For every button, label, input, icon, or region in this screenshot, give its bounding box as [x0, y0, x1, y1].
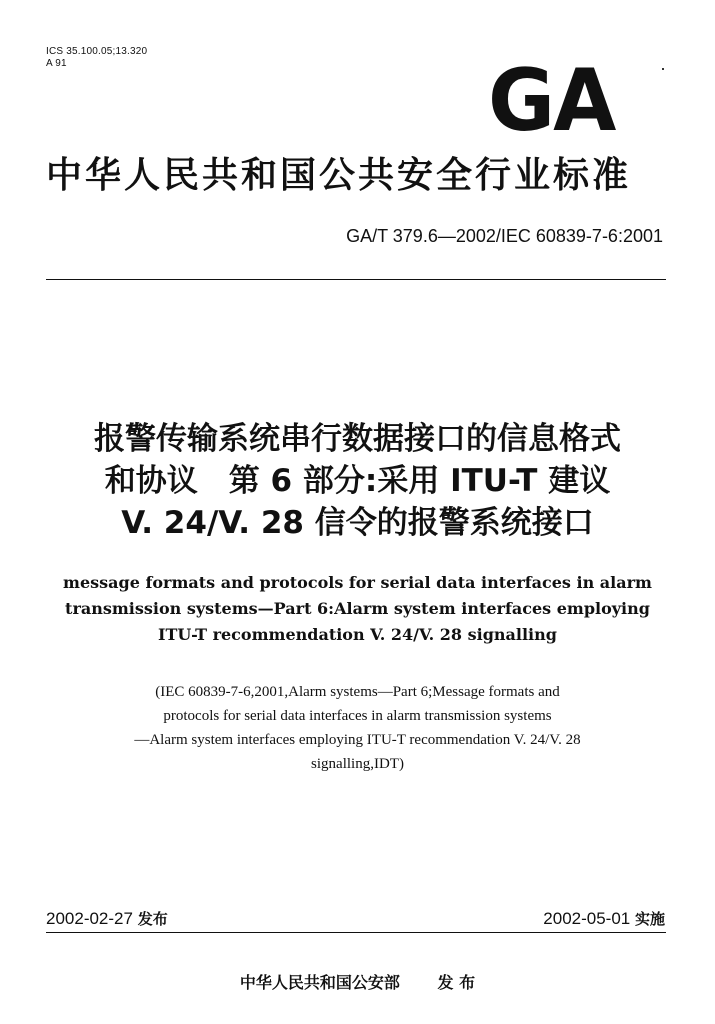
issue-date-block: [46, 908, 168, 930]
footer-divider: [46, 932, 666, 933]
english-title: [20, 570, 695, 648]
idt-reference-line-1: (IEC 60839-7-6,2001,Alarm systems—Part 6;Message formats and: [155, 684, 560, 700]
idt-reference-line-2: protocols for serial data interfaces in alarm transmission systems: [163, 708, 552, 724]
chinese-title-line-3: V. 24/V. 28 信令的报警系统接口: [121, 505, 594, 541]
english-title-line-3: ITU-T recommendation V. 24/V. 28 signalling: [158, 625, 557, 644]
scan-dot: [662, 68, 664, 70]
ga-logo: GA: [488, 51, 615, 151]
idt-reference-line-3: —Alarm system interfaces employing ITU-T recommendation V. 24/V. 28: [134, 732, 581, 748]
publisher-line: [0, 972, 715, 994]
issue-date: 2002-02-27: [46, 909, 133, 928]
ics-code: ICS 35.100.05;13.320: [46, 46, 148, 57]
classification-codes: [46, 46, 147, 70]
header-divider: [46, 279, 666, 280]
chinese-title-line-1: 报警传输系统串行数据接口的信息格式: [94, 421, 621, 457]
chinese-title-line-2: 和协议 第 6 部分:采用 ITU-T 建议: [104, 463, 611, 499]
idt-reference-line-4: signalling,IDT): [311, 756, 404, 772]
chinese-title: [20, 418, 695, 544]
english-title-line-2: transmission systems—Part 6:Alarm system interfaces employing: [65, 599, 650, 618]
industry-standard-title: 中华人民共和国公共安全行业标准: [46, 155, 632, 196]
publisher-name: 中华人民共和国公安部: [239, 973, 400, 992]
issue-label: 发布: [137, 910, 168, 928]
implement-date: 2002-05-01: [543, 909, 631, 928]
publisher-action: 发 布: [437, 973, 476, 992]
idt-reference: [20, 680, 695, 776]
implement-label: 实施: [634, 910, 665, 928]
ccs-code: A 91: [46, 58, 67, 69]
standard-number: GA/T 379.6—2002/IEC 60839-7-6:2001: [346, 226, 663, 246]
english-title-line-1: message formats and protocols for serial data interfaces in alarm: [63, 573, 652, 592]
implement-date-block: [543, 908, 665, 930]
